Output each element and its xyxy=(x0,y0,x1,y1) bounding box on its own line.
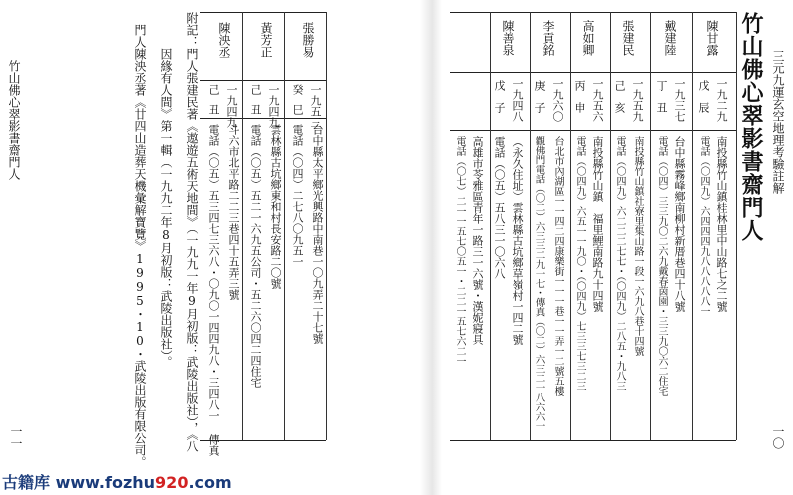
right-col-divider-6 xyxy=(692,12,693,440)
member-address: （永久住址）雲林縣古坑鄉草嶺村一四二號 xyxy=(511,136,524,345)
right-table-top-rule xyxy=(450,12,736,13)
member-phone: 電話（〇七）二一一五七〇五一・二二一五七六二一 xyxy=(454,136,465,366)
member-ganzhi-branch: 辰 xyxy=(697,102,710,113)
member-ganzhi-branch: 申 xyxy=(573,102,586,113)
book-fold xyxy=(420,0,442,495)
member-address: 台中縣霧峰鄉南柳村新厝巷四十八號 xyxy=(673,136,686,312)
member-year: 一九五六 xyxy=(591,78,604,122)
right-name-row-rule xyxy=(450,72,736,73)
member-address: 雲林縣古坑鄉東和村長安路二〇號 xyxy=(269,124,282,289)
member-ganzhi-stem: 癸 xyxy=(291,84,304,95)
left-col-divider-3 xyxy=(326,12,327,440)
right-page-title: 竹山佛心翠影書齋門人 xyxy=(738,12,764,242)
member-ganzhi-branch: 子 xyxy=(533,102,546,113)
watermark xyxy=(2,470,232,493)
member-year: 一九二九 xyxy=(715,78,728,122)
member-phone: 電話（〇四）二七八〇九五一 xyxy=(291,124,304,267)
member-ganzhi-branch: 丑 xyxy=(655,102,668,113)
right-col-divider-2 xyxy=(530,12,531,440)
member-phone: 電話（〇四）三三九〇二六九戴春茵園・三三九〇六二住宅 xyxy=(656,136,667,396)
member-address: 台中縣太平鄉光興路中南巷一〇九弄二十七號 xyxy=(311,124,324,344)
member-name: 張建民 xyxy=(621,20,635,56)
member-name: 張勝易 xyxy=(301,22,315,58)
member-ganzhi-stem: 丙 xyxy=(573,80,586,91)
member-name: 李貢銘 xyxy=(541,20,555,56)
member-ganzhi-stem: 戊 xyxy=(493,80,506,91)
right-running-head: 三元九運玄空地理考驗註解 xyxy=(771,50,785,194)
right-page-number: 一〇 xyxy=(771,425,785,449)
member-ganzhi-branch: 丑 xyxy=(207,104,220,115)
note-line-1: 附記：門人張建民著《遨遊五術天地間》（一九九一年9月初版：武陵出版社），《八 xyxy=(185,12,199,452)
member-name: 陳甘露 xyxy=(705,20,719,56)
member-ganzhi-stem: 己 xyxy=(249,84,262,95)
member-address: 南投縣竹山鎮桂林里中山路七之二號 xyxy=(715,136,728,312)
member-ganzhi-stem: 己 xyxy=(613,80,626,91)
right-col-divider-1 xyxy=(490,12,491,440)
left-year-row-rule xyxy=(200,118,326,119)
member-name: 陳泱丞 xyxy=(217,22,231,58)
member-phone: 電話（〇四九）六二二二七七・（〇四九）二八五・九八三 xyxy=(614,136,625,391)
right-table-bottom-rule xyxy=(450,440,736,441)
member-ganzhi-stem: 庚 xyxy=(533,80,546,91)
member-name: 戴建陸 xyxy=(663,20,677,56)
note-line-2: 因緣有人間》第一輯（一九九二年8月初版：武陵出版社）。 xyxy=(159,12,173,368)
member-phone: 電話（〇四九）六四四四九八八八八八一 xyxy=(698,136,709,316)
right-col-divider-5 xyxy=(650,12,651,440)
member-address: 斗六市北平路二二三巷四十五弄三號 xyxy=(227,124,240,300)
right-col-divider-7 xyxy=(736,12,737,440)
member-phone: 電話（〇五）五三四七三六八・〇九〇一四四九八・三四八一 傳真 xyxy=(207,124,220,456)
member-phone: 觀佛門電話（〇二）六三三二九一七・傳真（〇二）六三二一八六六一 xyxy=(533,136,545,431)
member-name: 高如卿 xyxy=(581,20,595,56)
member-ganzhi-branch: 丑 xyxy=(249,104,262,115)
left-page-number: 一一 xyxy=(9,425,23,449)
member-year: 一九五九 xyxy=(631,78,644,122)
member-ganzhi-branch: 亥 xyxy=(613,102,626,113)
member-year: 一九三七 xyxy=(673,78,686,122)
member-name: 陳善泉 xyxy=(501,20,515,56)
member-year: 一九四八 xyxy=(511,78,524,122)
left-col-divider-1 xyxy=(242,12,243,440)
member-year: 一九六〇 xyxy=(551,78,564,122)
member-year: 一九五三 xyxy=(309,84,322,128)
member-year: 一九四九 xyxy=(267,84,280,128)
member-address: 南投縣竹山鎮社寮里集山路一段一六九八巷十四號 xyxy=(632,136,643,356)
right-col-divider-4 xyxy=(610,12,611,440)
watermark-site-name: 古籍库 xyxy=(2,473,51,492)
member-ganzhi-stem: 己 xyxy=(207,84,220,95)
member-ganzhi-branch: 子 xyxy=(493,102,506,113)
member-phone: 電話（〇四九）六五一一九〇・（〇四九）七三三七三二三 xyxy=(574,136,585,391)
right-col-divider-3 xyxy=(570,12,571,440)
member-year: 一九四九 xyxy=(225,84,238,128)
member-ganzhi-branch: 巳 xyxy=(291,104,304,115)
left-table-top-rule xyxy=(200,12,326,13)
member-address: 高雄市苓雅區青年一路三一六號・漢妮寢具 xyxy=(471,136,484,345)
member-address: 南投縣竹山鎮 福里鯉南路九十四號 xyxy=(591,136,604,312)
right-year-row-rule xyxy=(450,130,736,131)
member-name: 黃芳正 xyxy=(259,22,273,58)
left-running-head: 竹山佛心翠影書齋門人 xyxy=(7,60,21,180)
watermark-url: www.fozhu920.com xyxy=(55,473,232,492)
left-col-divider-2 xyxy=(284,12,285,440)
member-phone: 電話（〇五）五八三一〇六八 xyxy=(493,136,506,279)
member-address: 台北市內湖區一一四二四康樂街一一一巷一一弄一二號五樓 xyxy=(552,136,563,396)
member-phone: 電話（〇五）五二一六九五公司・五二六〇四二四住宅 xyxy=(249,124,262,388)
left-name-row-rule xyxy=(200,80,326,81)
note-line-3: 門人陳泱丞著《廿四山造葬天機彙解寶覽》1995・10・武陵出版有限公司。 xyxy=(133,12,147,468)
member-ganzhi-stem: 戊 xyxy=(697,80,710,91)
member-ganzhi-stem: 丁 xyxy=(655,80,668,91)
